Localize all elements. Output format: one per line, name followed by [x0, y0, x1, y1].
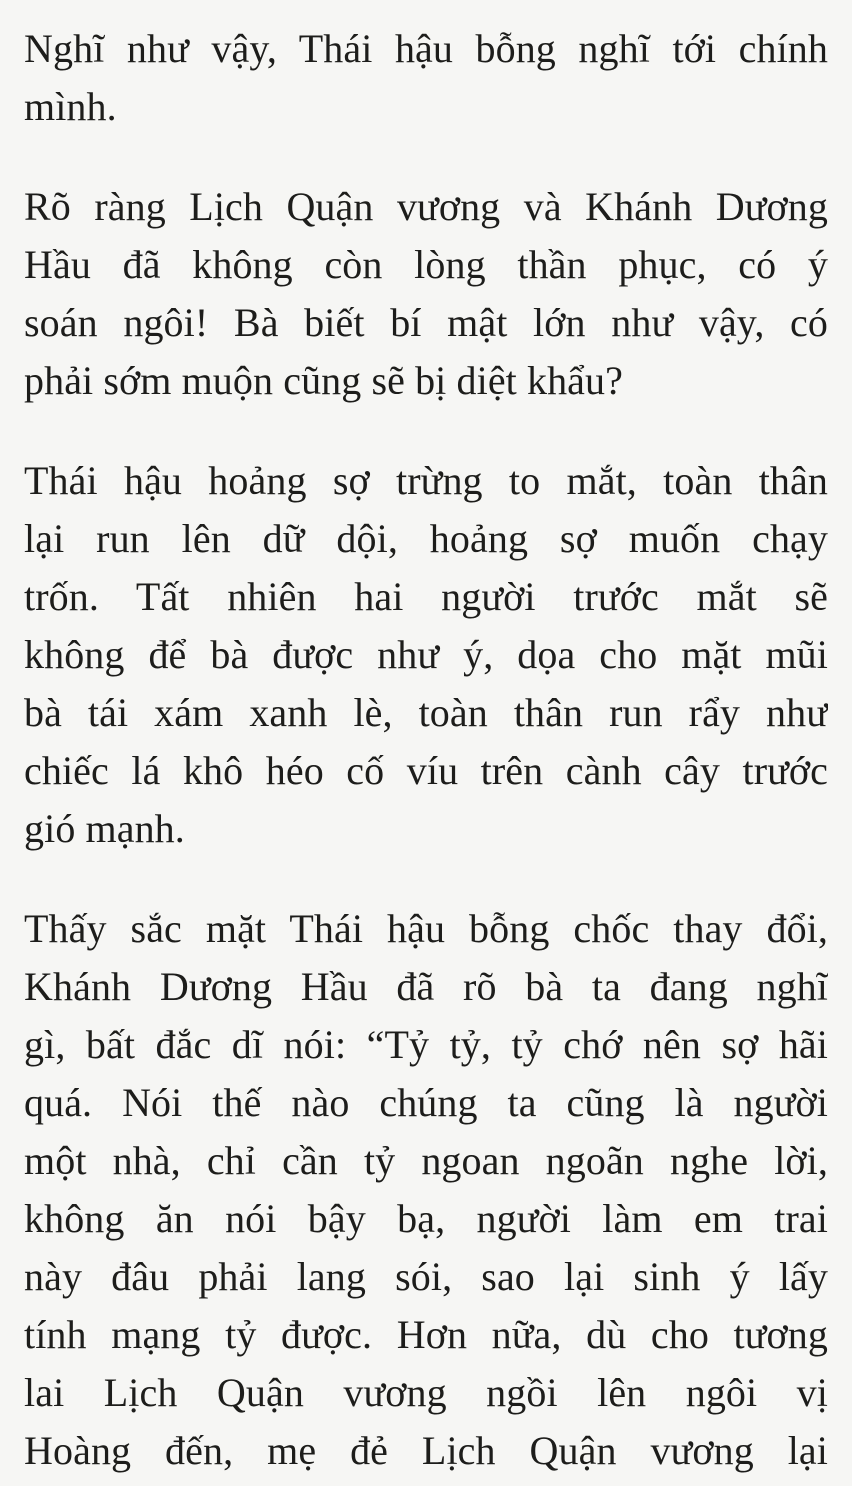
text-line: mình. [24, 84, 117, 129]
text-line: Khánh Dương Hầu đã rõ bà ta đang nghĩ [24, 964, 828, 1009]
paragraph [24, 900, 828, 1480]
text-line: quá. Nói thế nào chúng ta cũng là người [24, 1080, 828, 1125]
text-line: soán ngôi! Bà biết bí mật lớn như vậy, có [24, 300, 828, 345]
text-line: Thái hậu hoảng sợ trừng to mắt, toàn thân [24, 458, 828, 503]
text-line: không để bà được như ý, dọa cho mặt mũi [24, 632, 828, 677]
paragraph [24, 452, 828, 858]
text-line: phải sớm muộn cũng sẽ bị diệt khẩu? [24, 358, 623, 403]
text-line: trốn. Tất nhiên hai người trước mắt sẽ [24, 574, 828, 619]
text-line: một nhà, chỉ cần tỷ ngoan ngoãn nghe lời, [24, 1138, 828, 1183]
novel-text-body [24, 20, 828, 1480]
paragraph [24, 20, 828, 136]
text-line: bà tái xám xanh lè, toàn thân run rẩy như [24, 690, 828, 735]
text-line: lai Lịch Quận vương ngồi lên ngôi vị [24, 1370, 828, 1415]
text-line: gì, bất đắc dĩ nói: “Tỷ tỷ, tỷ chớ nên sợ hãi [24, 1022, 828, 1067]
text-line: Nghĩ như vậy, Thái hậu bỗng nghĩ tới chính [24, 26, 828, 71]
text-line: Hoàng đến, mẹ đẻ Lịch Quận vương lại [24, 1428, 828, 1473]
text-line: gió mạnh. [24, 806, 185, 851]
text-line: này đâu phải lang sói, sao lại sinh ý lấy [24, 1254, 828, 1299]
text-line: chiếc lá khô héo cố víu trên cành cây trước [24, 748, 828, 793]
paragraph [24, 178, 828, 410]
text-line: Rõ ràng Lịch Quận vương và Khánh Dương [24, 184, 828, 229]
text-line: Hầu đã không còn lòng thần phục, có ý [24, 242, 828, 287]
text-line: tính mạng tỷ được. Hơn nữa, dù cho tương [24, 1312, 828, 1357]
text-line: Thấy sắc mặt Thái hậu bỗng chốc thay đổi, [24, 906, 828, 951]
text-line: không ăn nói bậy bạ, người làm em trai [24, 1196, 828, 1241]
text-line: lại run lên dữ dội, hoảng sợ muốn chạy [24, 516, 828, 561]
